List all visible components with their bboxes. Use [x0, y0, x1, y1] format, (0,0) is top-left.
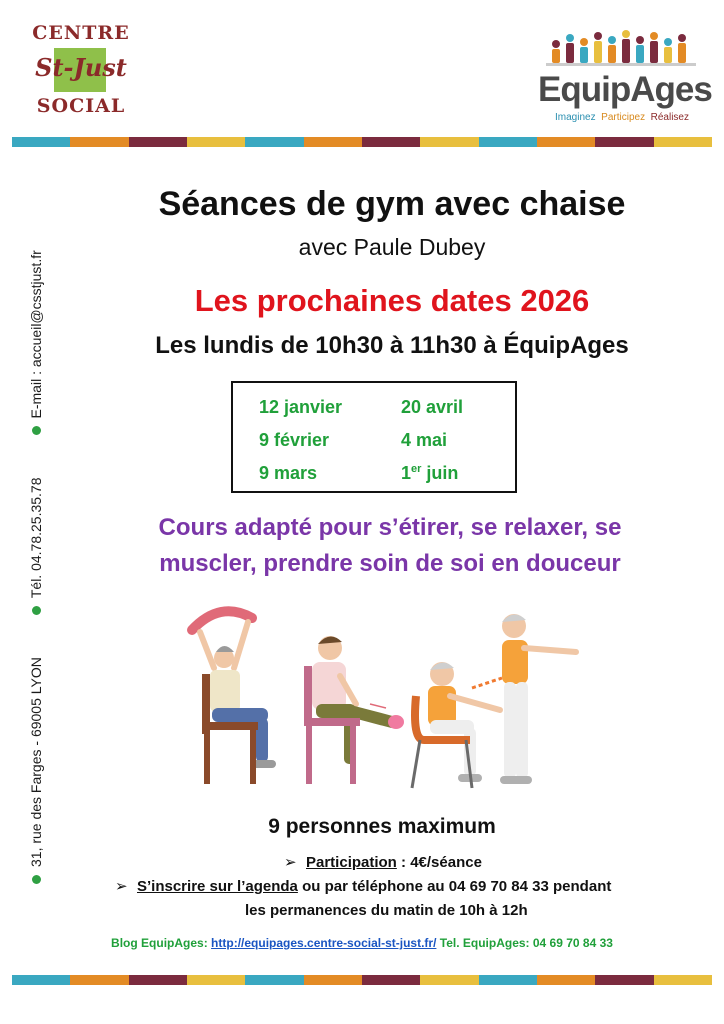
- stripe-segment: [595, 975, 653, 985]
- logo-line-centre: CENTRE: [32, 22, 130, 44]
- signup-label[interactable]: S’inscrire sur l’agenda: [137, 878, 298, 895]
- blog-label: Blog EquipAges:: [111, 936, 212, 950]
- stripe-segment: [12, 975, 70, 985]
- dates-box: [231, 381, 517, 493]
- equipages-logo: [538, 26, 712, 130]
- stripe-segment: [70, 137, 128, 147]
- equipages-brand: EquipAges: [538, 70, 712, 109]
- stripe-segment: [187, 975, 245, 985]
- bullet-dot-icon: [32, 875, 41, 884]
- email-item: [28, 250, 44, 435]
- date-ordinal: er: [411, 463, 422, 475]
- signup-line: [115, 877, 685, 895]
- stripe-segment: [304, 975, 362, 985]
- phone-item: [28, 477, 44, 615]
- stripe-segment: [420, 975, 478, 985]
- stripe-segment: [245, 137, 303, 147]
- date-item: 4 mai: [401, 430, 448, 450]
- stripe-segment: [187, 137, 245, 147]
- address-item: [28, 657, 44, 884]
- people-silhouettes-icon: [546, 26, 696, 72]
- logo-line-social: SOCIAL: [36, 95, 126, 117]
- course-line-1: Cours adapté pour s’étirer, se relaxer, se: [158, 514, 622, 541]
- stripe-segment: [479, 137, 537, 147]
- stripe-segment: [654, 975, 712, 985]
- participation-value: : 4€/séance: [396, 854, 482, 871]
- centre-st-just-logo: [26, 20, 136, 120]
- person-stretching-band: [192, 611, 276, 784]
- course-line-2: muscler, prendre soin de soi en douceur: [159, 550, 621, 577]
- stripe-segment: [70, 975, 128, 985]
- bullet-dot-icon: [32, 426, 41, 435]
- signup-rest: ou par téléphone au 04 69 70 84 33 pendant: [297, 878, 612, 895]
- person-seated-arms-forward: [412, 662, 502, 788]
- phone-text: Tél. 04.78.25.35.78: [28, 477, 44, 599]
- max-participants: 9 personnes maximum: [268, 815, 496, 838]
- stripe-segment: [129, 137, 187, 147]
- stripe-segment: [362, 975, 420, 985]
- tagline-realisez: Réalisez: [650, 112, 689, 123]
- page-title: Séances de gym avec chaise: [158, 185, 626, 223]
- equipages-tagline: [538, 112, 706, 123]
- tagline-participez: Participez: [601, 112, 646, 123]
- stripe-segment: [654, 137, 712, 147]
- date-item: 20 avril: [401, 397, 464, 417]
- top-color-stripe: [12, 137, 712, 147]
- bottom-color-stripe: [12, 975, 712, 985]
- person-leg-extension: [304, 636, 404, 784]
- blog-link[interactable]: http://equipages.centre-social-st-just.fr/: [211, 936, 437, 950]
- stripe-segment: [245, 975, 303, 985]
- address-text: 31, rue des Farges - 69005 LYON: [28, 657, 44, 867]
- bullet-dot-icon: [32, 606, 41, 615]
- date-item: 9 mars: [259, 463, 318, 483]
- stripe-segment: [129, 975, 187, 985]
- stripe-segment: [420, 137, 478, 147]
- instructor-subtitle: avec Paule Dubey: [298, 234, 486, 260]
- date-item: [401, 463, 458, 484]
- email-text: E-mail : accueil@csstjust.fr: [28, 250, 44, 419]
- tagline-imaginez: Imaginez: [555, 112, 596, 123]
- signup-hours: les permanences du matin de 10h à 12h: [245, 902, 528, 919]
- stripe-segment: [12, 137, 70, 147]
- stripe-segment: [537, 975, 595, 985]
- stripe-segment: [537, 137, 595, 147]
- logo-line-st-just: St-Just: [35, 53, 127, 82]
- participation-label: Participation: [306, 854, 397, 871]
- date-month: juin: [421, 463, 459, 483]
- stripe-segment: [479, 975, 537, 985]
- stripe-segment: [595, 137, 653, 147]
- date-number: 1: [401, 463, 412, 483]
- date-item: 9 février: [259, 430, 330, 450]
- person-standing-arms-forward: [500, 614, 576, 784]
- arrow-bullet-icon: ➢: [115, 878, 128, 895]
- chair-exercise-illustration: [180, 600, 580, 800]
- participation-line: [284, 853, 664, 871]
- date-item: 12 janvier: [259, 397, 343, 417]
- stripe-segment: [304, 137, 362, 147]
- footer-phone: Tel. EquipAges: 04 69 70 84 33: [436, 936, 613, 950]
- stripe-segment: [362, 137, 420, 147]
- dates-heading: Les prochaines dates 2026: [194, 283, 590, 318]
- footer: [60, 936, 664, 950]
- arrow-bullet-icon: ➢: [284, 854, 297, 871]
- schedule-line: Les lundis de 10h30 à 11h30 à ÉquipAges: [155, 332, 629, 359]
- vertical-contact-info: [22, 164, 50, 884]
- course-description: [110, 510, 670, 582]
